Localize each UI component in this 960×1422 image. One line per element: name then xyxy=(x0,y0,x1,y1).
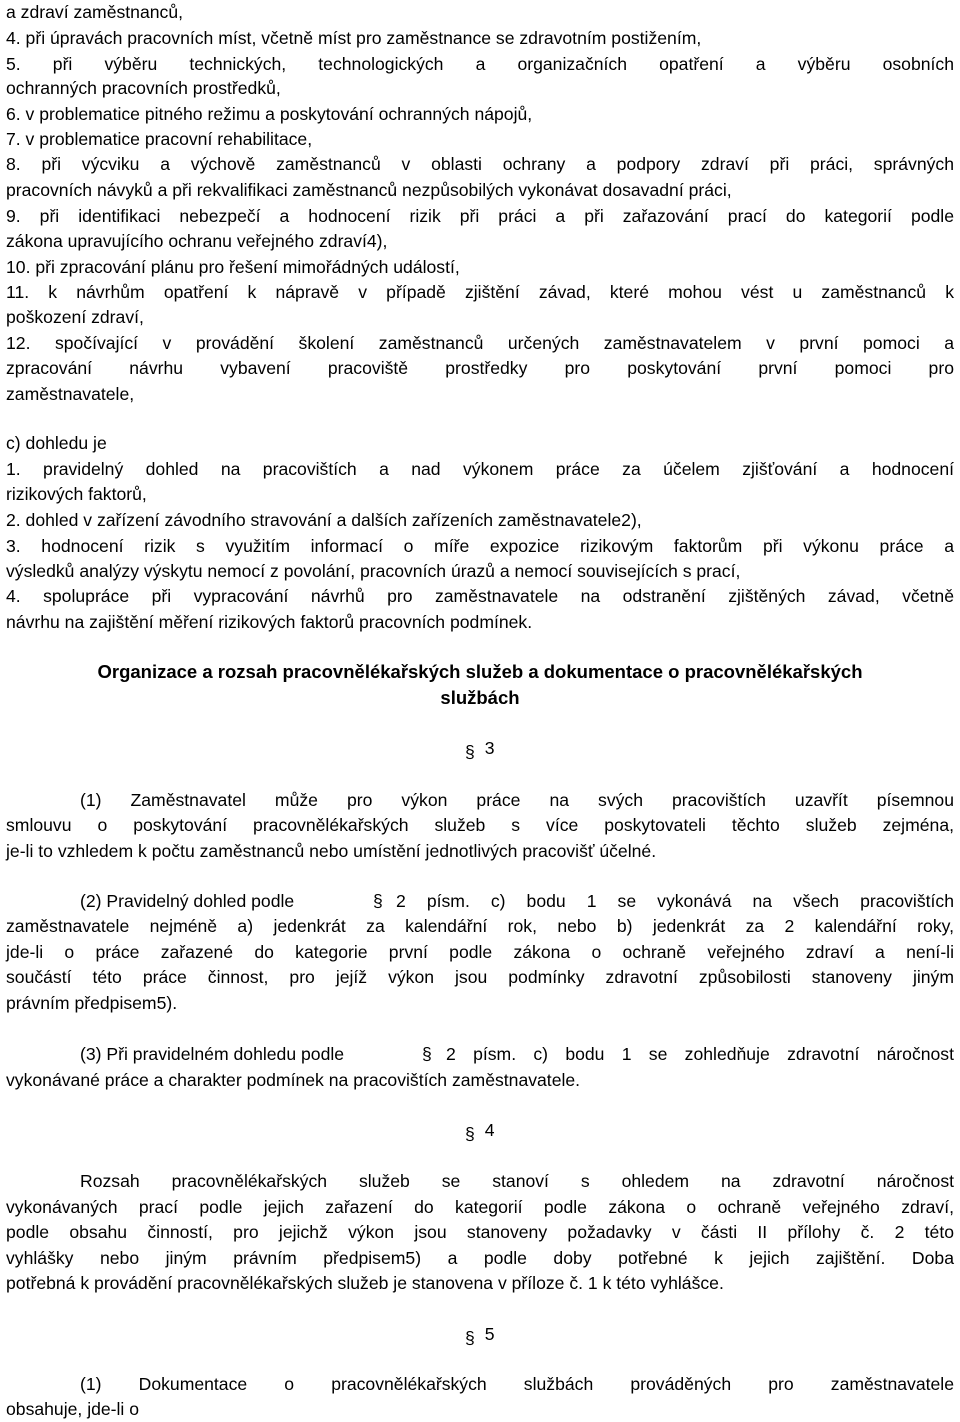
section-icon: § xyxy=(465,1328,475,1348)
paragraph-line: součástí této práce činnost, pro jejíž výkon jsou podmínky zdravotní způsobilosti stanoveny jiným xyxy=(6,967,954,987)
paragraph-line: vykonávaných prací podle jejich zařazení do kategorií podle zákona o ochraně veřejného zdraví, xyxy=(6,1197,954,1217)
list-heading: c) dohledu je xyxy=(6,433,107,453)
list-item: 8. při výcviku a výchově zaměstnanců v oblasti ochrany a podpory zdraví při práci, správných xyxy=(6,154,954,174)
paragraph-line: zaměstnavatele nejméně a) jedenkrát za kalendářní rok, nebo b) jedenkrát za 2 kalendářní roky, xyxy=(6,916,954,936)
paragraph-line: 2 písm. c) bodu 1 se vykonává na všech pracovištích xyxy=(396,891,954,911)
list-item: 2. dohled v zařízení závodního stravování a dalších zařízeních zaměstnavatele2), xyxy=(6,510,642,530)
list-item-cont: výsledků analýzy výskytu nemocí z povolání, pracovních úrazů a nemocí souvisejících s prací, xyxy=(6,561,741,581)
list-item: 4. při úpravách pracovních míst, včetně míst pro zaměstnance se zdravotním postižením, xyxy=(6,28,702,48)
list-item-cont: poškození zdraví, xyxy=(6,307,144,327)
paragraph-line: (3) Při pravidelném dohledu podle xyxy=(80,1044,345,1064)
text-line: a zdraví zaměstnanců, xyxy=(6,2,184,22)
paragraph-number: § 5 xyxy=(465,1321,495,1347)
section-icon: § xyxy=(465,742,475,762)
list-item-cont: návrhu na zajištění měření rizikových faktorů pracovních podmínek. xyxy=(6,612,533,632)
list-item-cont: pracovních návyků a při rekvalifikaci zaměstnanců nezpůsobilých vykonávat dosavadní práci, xyxy=(6,180,732,200)
paragraph-line: (1) Dokumentace o pracovnělékařských službách prováděných pro zaměstnavatele xyxy=(80,1374,954,1394)
paragraph-line: (1) Zaměstnavatel může pro výkon práce na svých pracovištích uzavřít písemnou xyxy=(80,790,954,810)
list-item: 12. spočívající v provádění školení zaměstnanců určených zaměstnavatelem v první pomoci a xyxy=(6,333,954,353)
list-item: 7. v problematice pracovní rehabilitace, xyxy=(6,129,313,149)
list-item-cont: ochranných pracovních prostředků, xyxy=(6,78,281,98)
list-item: 6. v problematice pitného režimu a poskytování ochranných nápojů, xyxy=(6,104,533,124)
paragraph-line: vykonávané práce a charakter podmínek na pracovištích zaměstnavatele. xyxy=(6,1070,581,1090)
list-item: 9. při identifikaci nebezpečí a hodnocení rizik při práci a při zařazování prací do kategorií podle xyxy=(6,206,954,226)
section-heading-cont: službách xyxy=(440,687,520,708)
section-icon: § xyxy=(465,1124,475,1144)
list-item-cont: zaměstnavatele, xyxy=(6,384,135,404)
list-item: 11. k návrhům opatření k nápravě v případě zjištění závad, které mohou vést u zaměstnanců k xyxy=(6,282,954,302)
paragraph-line: Rozsah pracovnělékařských služeb se stanoví s ohledem na zdravotní náročnost xyxy=(80,1171,954,1191)
paragraph-line: (2) Pravidelný dohled podle xyxy=(80,891,295,911)
section-heading: Organizace a rozsah pracovnělékařských služeb a dokumentace o pracovnělékařských xyxy=(97,661,863,682)
paragraph-line: právním předpisem5). xyxy=(6,993,178,1013)
paragraph-line: potřebná k provádění pracovnělékařských služeb je stanovena v příloze č. 1 k této vyhlášce. xyxy=(6,1273,724,1293)
list-item: 3. hodnocení rizik s využitím informací o míře expozice rizikovým faktorům při výkonu práce a xyxy=(6,536,954,556)
paragraph-line: jde-li o práce zařazené do kategorie první podle zákona o ochraně veřejného zdraví a není-li xyxy=(6,942,954,962)
paragraph-line: 2 písm. c) bodu 1 se zohledňuje zdravotní náročnost xyxy=(446,1044,954,1064)
list-item-cont: zpracování návrhu vybavení pracoviště prostředky pro poskytování první pomoci pro xyxy=(6,358,954,378)
list-item: 10. při zpracování plánu pro řešení mimořádných událostí, xyxy=(6,257,460,277)
paragraph-line: obsahuje, jde-li o xyxy=(6,1399,140,1419)
list-item-cont: zákona upravujícího ochranu veřejného zdraví4), xyxy=(6,231,388,251)
section-icon: § xyxy=(373,891,383,911)
paragraph-line: podle obsahu činností, pro jejichž výkon jsou stanoveny požadavky v části II přílohy č. 2 této xyxy=(6,1222,954,1242)
paragraph-line: smlouvu o poskytování pracovnělékařských služeb s více poskytovateli těchto služeb zejména, xyxy=(6,815,954,835)
section-icon: § xyxy=(422,1044,432,1064)
list-item-cont: rizikových faktorů, xyxy=(6,484,147,504)
paragraph-number: § 4 xyxy=(465,1117,495,1143)
paragraph-number: § 3 xyxy=(465,735,495,761)
paragraph-line: vyhlášky nebo jiným právním předpisem5) a podle doby potřebné k jejich zajištění. Doba xyxy=(6,1248,954,1268)
paragraph-line: je-li to vzhledem k počtu zaměstnanců nebo umístění jednotlivých pracovišť účelné. xyxy=(6,841,657,861)
list-item: 4. spolupráce při vypracování návrhů pro zaměstnavatele na odstranění zjištěných závad, včetně xyxy=(6,586,954,606)
list-item: 5. při výběru technických, technologických a organizačních opatření a výběru osobních xyxy=(6,54,954,74)
list-item: 1. pravidelný dohled na pracovištích a nad výkonem práce za účelem zjišťování a hodnocení xyxy=(6,459,954,479)
